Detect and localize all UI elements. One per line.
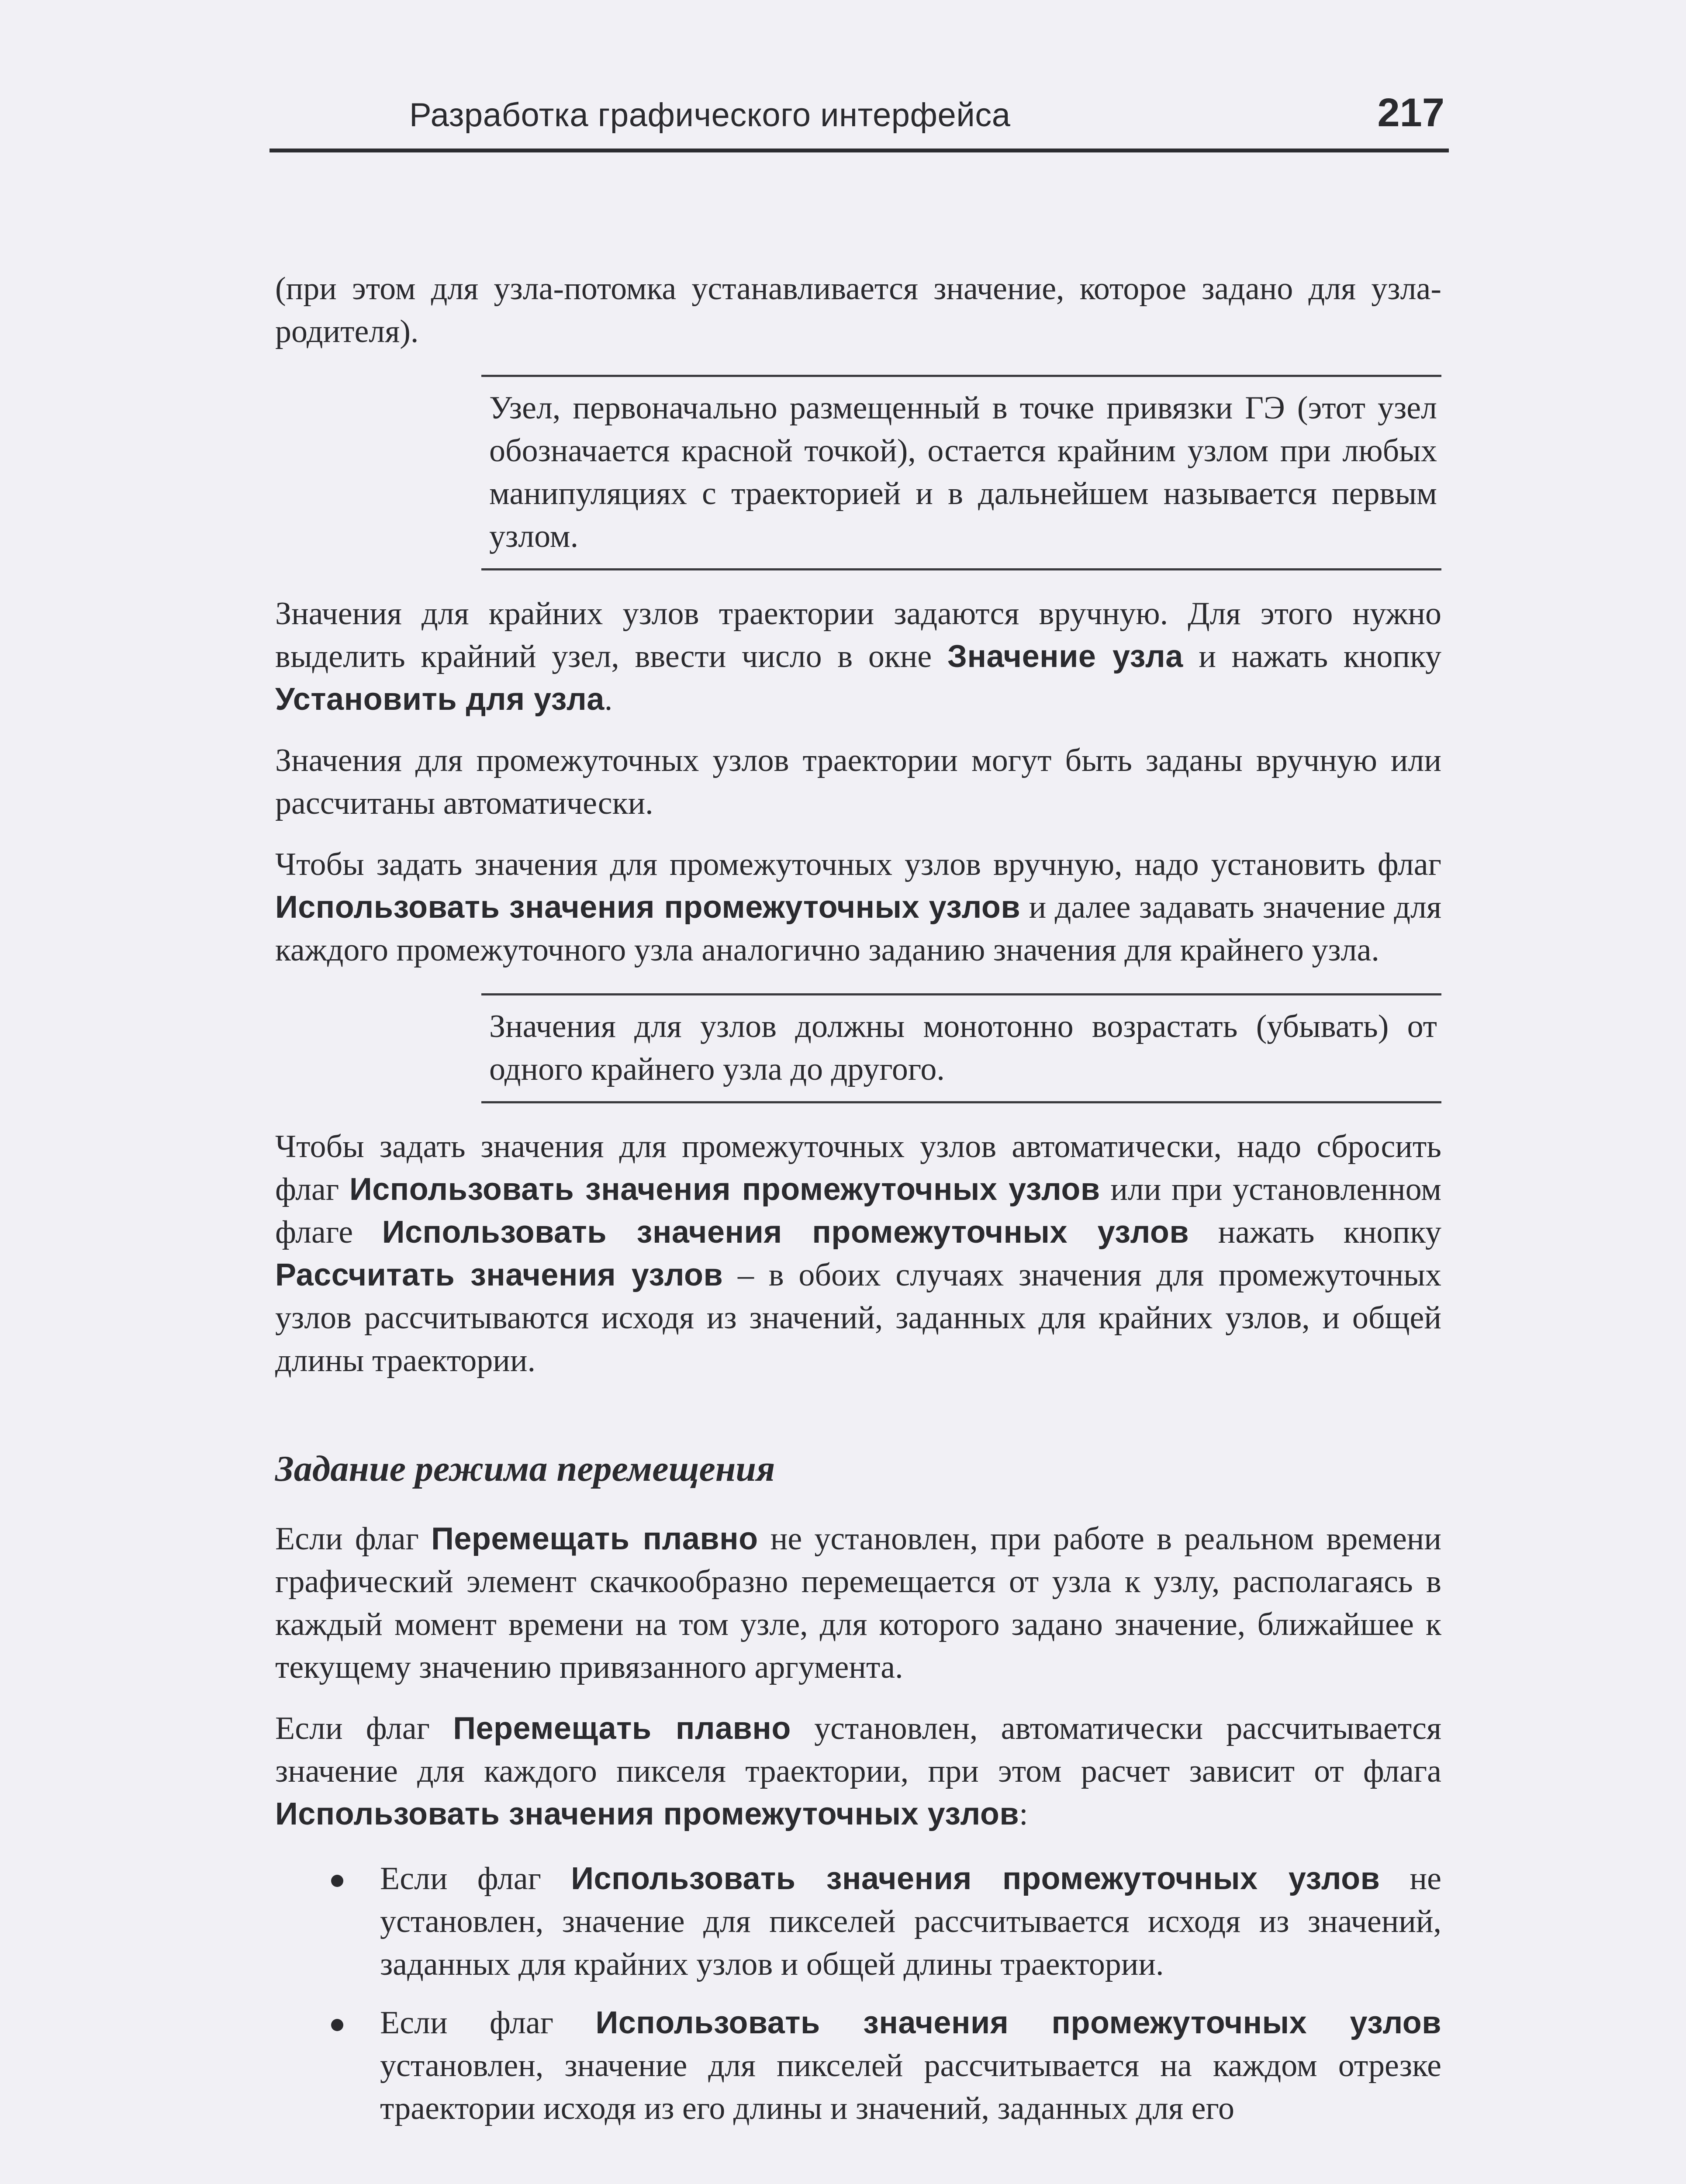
running-header-title: Разработка графического интерфейса	[409, 97, 1011, 134]
bullet-item	[275, 1857, 1441, 1986]
paragraph-edge-node-values	[275, 592, 1441, 721]
ui-term-calculate-values-button: Рассчитать значения узлов	[275, 1258, 723, 1292]
ui-term-move-smoothly-flag: Перемещать плавно	[453, 1711, 791, 1746]
text-run: Если флаг	[275, 1711, 453, 1746]
text-run: или при установленном флаге	[275, 1171, 1441, 1250]
paragraph-automatic-values	[275, 1125, 1441, 1382]
text-run: Если флаг	[275, 1521, 432, 1557]
text-run: не установлен, при работе в реальном времени графический элемент скачкообразно перемещается от узла к узлу, располагаясь в каждый момент времени на том узле, для которого задано значение, ближайшее к текущему значению привязанного аргумента.	[275, 1521, 1442, 1685]
text-run: и далее задавать значение для каждого промежуточного узла аналогично заданию значения для крайнего узла.	[275, 889, 1442, 968]
note-text: Значения для узлов должны монотонно возрастать (убывать) от одного крайнего узла до другого.	[489, 1009, 1437, 1087]
text-run: установлен, автоматически рассчитывается значение для каждого пикселя траектории, при этом расчет зависит от флага	[275, 1711, 1441, 1789]
text-run: .	[604, 681, 613, 717]
ui-term-use-intermediate-flag: Использовать значения промежуточных узлов	[349, 1172, 1100, 1207]
bullet-item	[275, 2001, 1441, 2130]
ui-term-use-intermediate-flag: Использовать значения промежуточных узлов	[275, 1797, 1019, 1832]
text-run: Чтобы задать значения для промежуточных узлов вручную, надо установить флаг	[275, 847, 1441, 882]
ui-term-node-value-field: Значение узла	[947, 639, 1183, 674]
ui-term-use-intermediate-flag: Использовать значения промежуточных узлов	[275, 890, 1021, 925]
text-run: Если флаг	[380, 1861, 571, 1897]
ui-term-use-intermediate-flag: Использовать значения промежуточных узлов	[595, 2005, 1441, 2040]
text-run: и нажать кнопку	[1183, 639, 1441, 674]
paragraph-continued: (при этом для узла-потомка устанавливается значение, которое задано для узла-родителя).	[275, 271, 1441, 349]
ui-term-use-intermediate-flag: Использовать значения промежуточных узлов	[571, 1861, 1380, 1896]
note-box-monotonic	[481, 993, 1441, 1103]
section-heading: Задание режима перемещения	[275, 1448, 775, 1489]
text-run: Чтобы задать значения для промежуточных узлов автоматически, надо сбросить флаг	[275, 1129, 1441, 1207]
page-body	[275, 267, 1441, 2146]
bullet-dot-icon	[331, 1875, 343, 1887]
text-run: не установлен, значение для пикселей рассчитывается исходя из значений, заданных для крайних узлов и общей длины траектории.	[380, 1861, 1441, 1982]
page-number: 217	[1377, 90, 1444, 135]
paragraph-intermediate-nodes: Значения для промежуточных узлов траектории могут быть заданы вручную или рассчитаны автоматически.	[275, 743, 1441, 821]
text-run: Если флаг	[380, 2005, 596, 2041]
note-text: Узел, первоначально размещенный в точке привязки ГЭ (этот узел обозначается красной точкой), остается крайним узлом при любых манипуляциях с траекторией и в дальнейшем называется первым узлом.	[489, 390, 1437, 554]
ui-term-move-smoothly-flag: Перемещать плавно	[431, 1521, 758, 1556]
text-run: – в обоих случаях значения для промежуточных узлов рассчитываются исходя из значений, заданных для крайних узлов, и общей длины траектории.	[275, 1257, 1441, 1379]
text-run: установлен, значение для пикселей рассчитывается на каждом отрезке траектории исходя из его длины и значений, заданных для его	[380, 2048, 1441, 2126]
paragraph-smooth-on	[275, 1707, 1441, 1835]
ui-term-use-intermediate-flag: Использовать значения промежуточных узлов	[382, 1215, 1189, 1250]
paragraph-manual-values	[275, 843, 1441, 971]
paragraph-smooth-off	[275, 1517, 1441, 1689]
ui-term-set-for-node-button: Установить для узла	[275, 682, 605, 717]
text-run: нажать кнопку	[1189, 1214, 1441, 1250]
bullet-list	[275, 1857, 1441, 2130]
text-run: Значения для крайних узлов траектории задаются вручную. Для этого нужно выделить крайний узел, ввести число в окне	[275, 596, 1441, 674]
note-box-first-node	[481, 375, 1441, 570]
running-header	[269, 87, 1449, 152]
text-run: :	[1019, 1796, 1028, 1832]
bullet-dot-icon	[331, 2019, 343, 2031]
